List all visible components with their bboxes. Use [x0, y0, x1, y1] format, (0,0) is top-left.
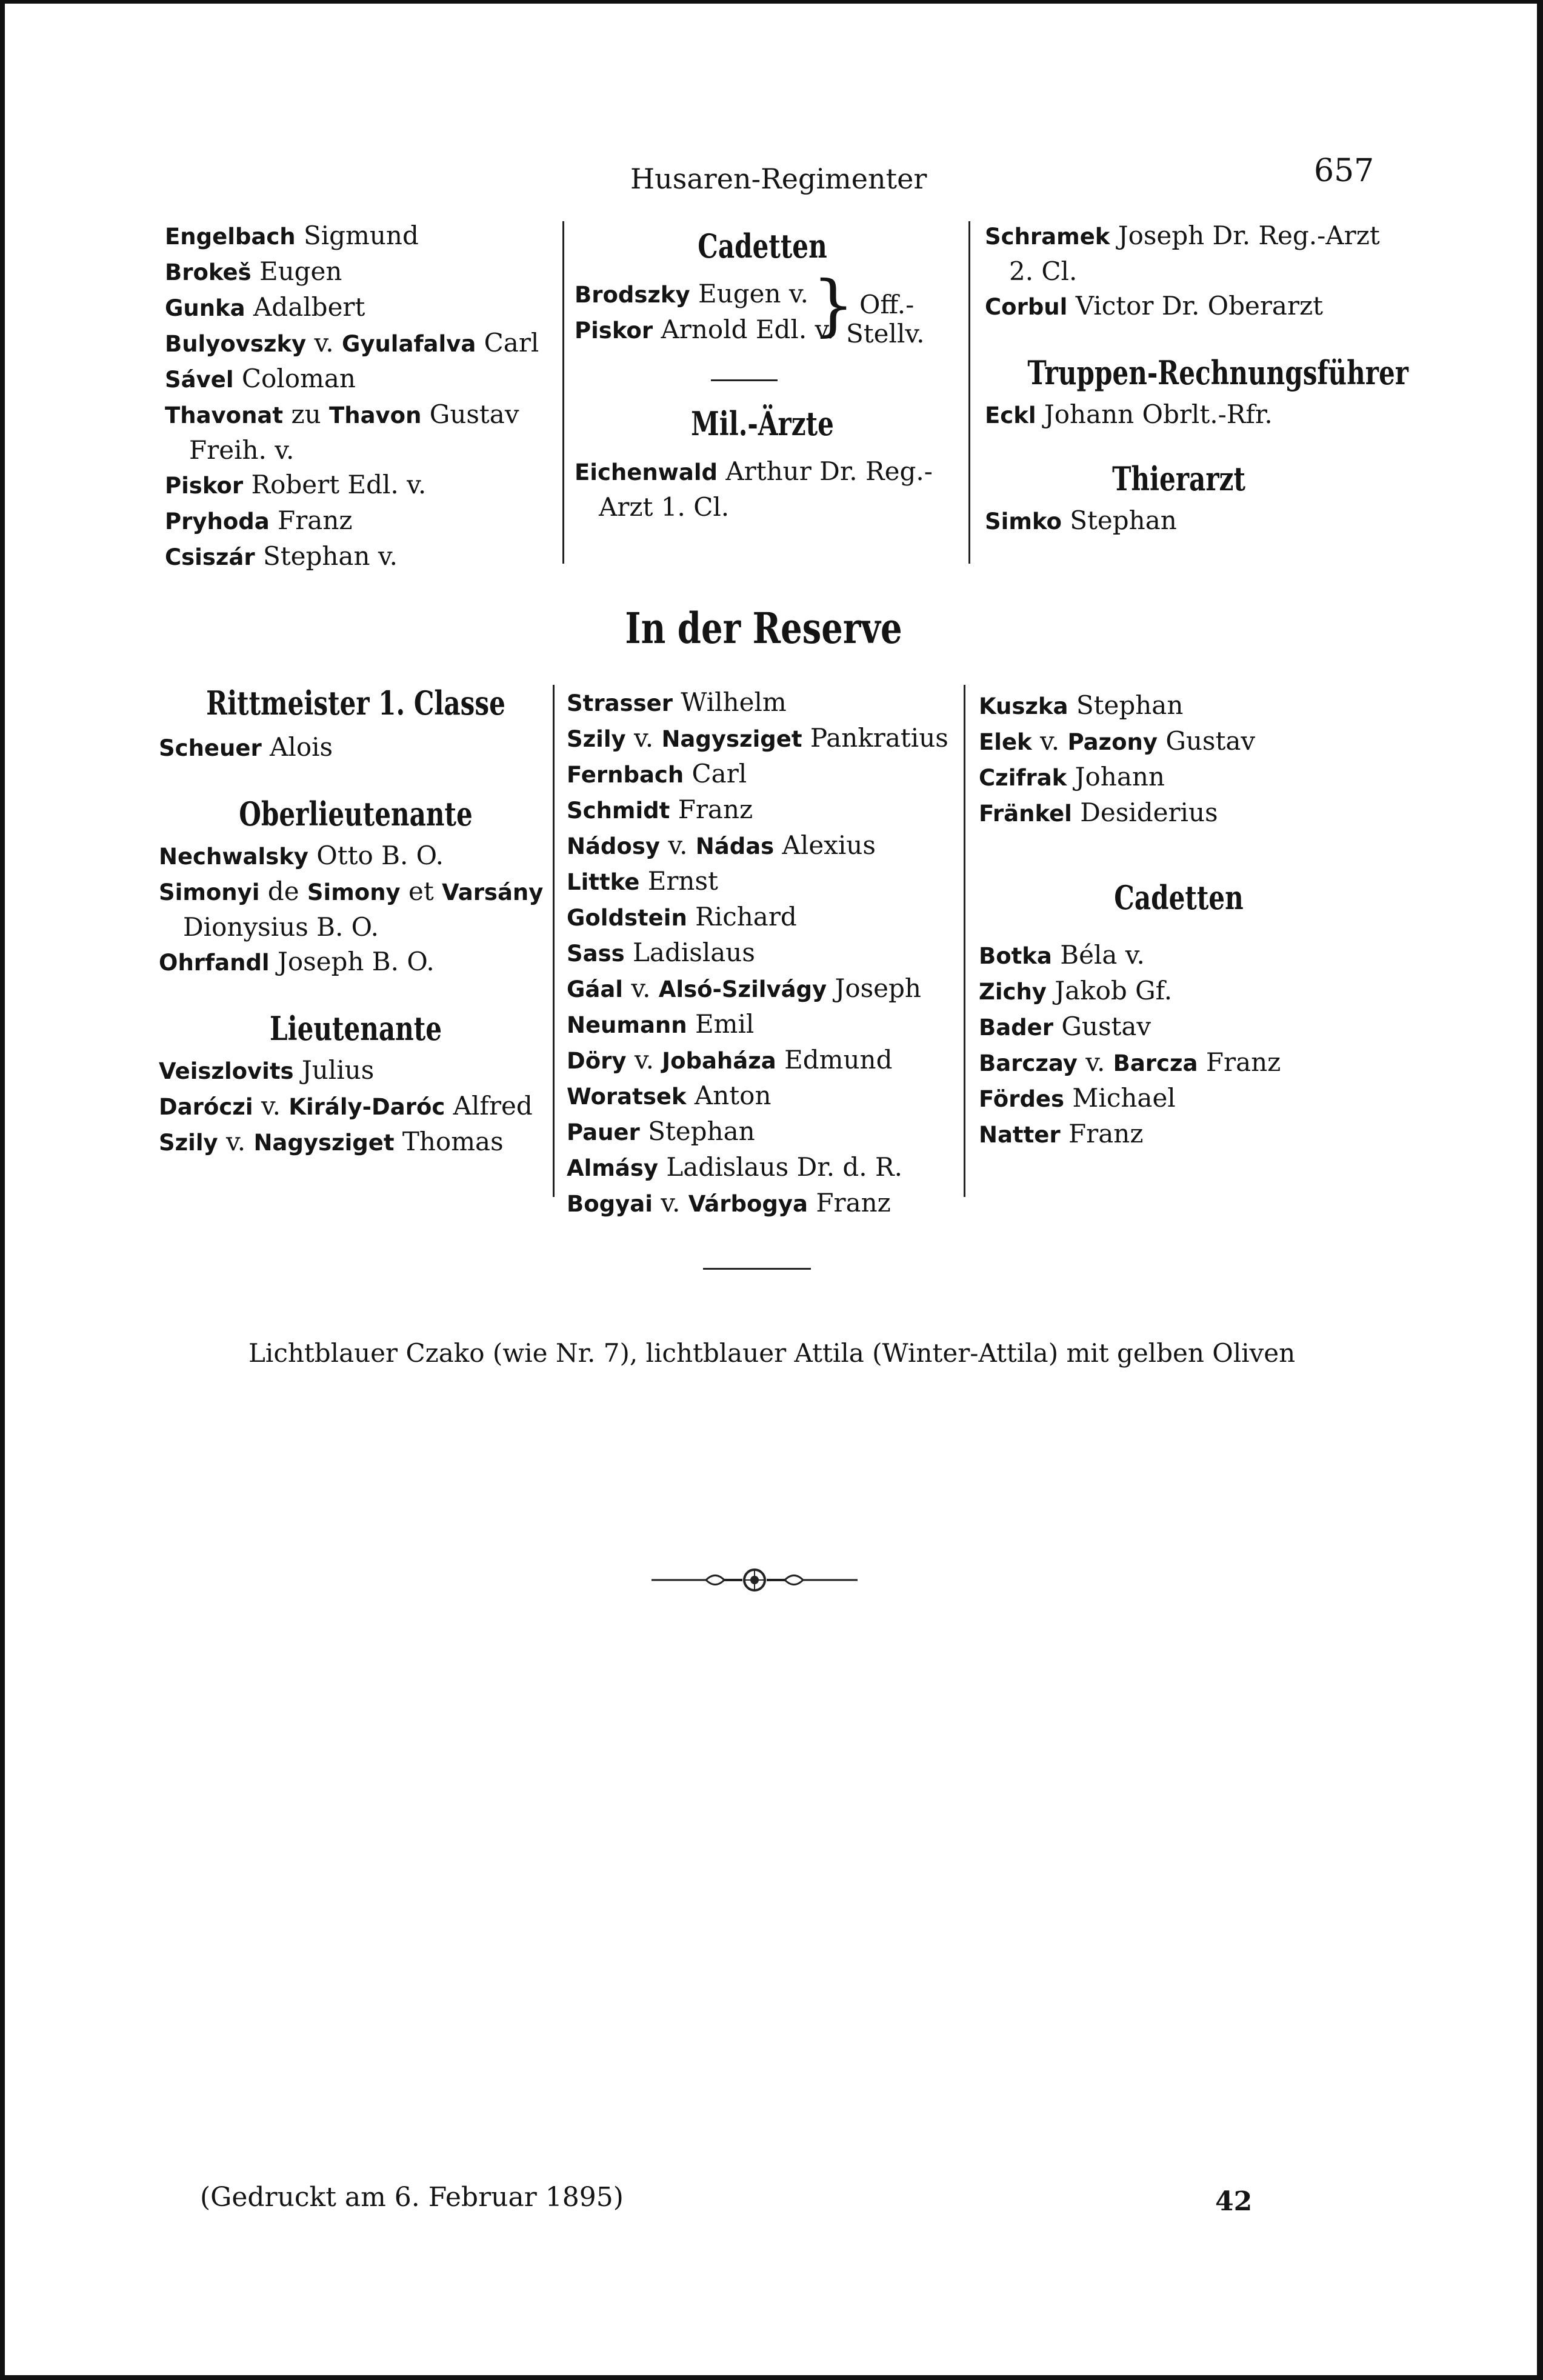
surname: Daróczi — [159, 1094, 253, 1120]
surname: Fränkel — [979, 801, 1072, 827]
cadetten-group — [575, 266, 950, 349]
print-date: (Gedruckt am 6. Februar 1895) — [200, 2182, 624, 2213]
given-name: Johann Obrlt.-Rfr. — [1036, 399, 1273, 429]
surname: Nagysziget — [253, 1130, 395, 1156]
list-item — [165, 361, 553, 397]
list-item — [159, 838, 553, 874]
thierarzt-heading: Thierarzt — [1112, 459, 1245, 498]
given-name: Anton — [686, 1081, 772, 1110]
surname: Gunka — [165, 295, 245, 321]
surname: Kuszka — [979, 693, 1068, 719]
list-item — [567, 1078, 955, 1114]
list-item: Freih. v. — [189, 435, 295, 465]
list-item — [165, 218, 553, 254]
given-name: v. — [625, 723, 662, 753]
list-item — [567, 1150, 955, 1185]
surname: Bogyai — [567, 1191, 653, 1217]
surname: Ohrfandl — [159, 950, 270, 976]
surname: Sass — [567, 941, 625, 967]
surname: Woratsek — [567, 1084, 687, 1110]
given-name: Franz — [1060, 1119, 1144, 1148]
surname: Varsány — [442, 879, 544, 905]
surname: Thavon — [328, 402, 422, 428]
reserve-right-cadetten-list — [979, 938, 1379, 1152]
particle: de — [259, 876, 307, 906]
particle: v. — [218, 1127, 254, 1156]
column-rule — [562, 221, 564, 564]
running-header: Husaren-Regimenter — [630, 162, 927, 195]
given-name: v. — [1077, 1047, 1113, 1077]
surname: Eckl — [985, 402, 1036, 428]
surname: Barcza — [1113, 1050, 1198, 1076]
page-edge-bottom — [0, 2375, 1543, 2380]
surname: Döry — [567, 1048, 627, 1074]
top-middle-column — [575, 218, 950, 524]
reserve-left-column — [159, 679, 553, 1160]
given-name: Stephan — [1068, 690, 1184, 720]
list-item — [985, 397, 1373, 433]
given-name: Michael — [1064, 1083, 1176, 1113]
given-name: v. — [626, 1045, 662, 1075]
reserve-right-list — [979, 688, 1379, 831]
given-name: Otto B. O. — [308, 841, 444, 870]
given-name: zu — [283, 399, 329, 429]
list-item — [165, 539, 553, 575]
uniform-note: Lichtblauer Czako (wie Nr. 7), lichtblauer Attila (Winter-Attila) mit gelben Oliven — [248, 1338, 1296, 1368]
surname: Fernbach — [567, 762, 684, 788]
list-item — [165, 325, 553, 361]
given-name: Coloman — [233, 364, 356, 393]
given-name: Béla v. — [1051, 940, 1145, 970]
surname: Nechwalsky — [159, 844, 308, 870]
ornament-icon — [652, 1565, 858, 1595]
page-number: 657 — [1314, 153, 1375, 189]
reserve-middle-column — [567, 685, 955, 1221]
given-name: Franz — [808, 1188, 891, 1218]
list-item — [979, 1116, 1379, 1152]
top-right-column — [985, 218, 1408, 539]
given-name: Desiderius — [1071, 798, 1218, 827]
surname: Brokeš — [165, 259, 252, 285]
list-item — [979, 1081, 1379, 1116]
surname: Almásy — [567, 1155, 658, 1181]
given-name: v. — [1031, 726, 1068, 756]
list-item: 2. Cl. — [1009, 256, 1078, 286]
oberlieutenante-heading: Oberlieutenante — [239, 795, 473, 833]
given-name: Arthur Dr. Reg.- — [717, 456, 933, 486]
given-name: Franz — [1198, 1047, 1281, 1077]
surname: Veiszlovits — [159, 1058, 294, 1084]
surname: Simony — [307, 879, 401, 905]
list-item — [159, 730, 553, 765]
surname: Piskor — [575, 318, 653, 344]
surname: Czifrak — [979, 765, 1067, 791]
given-name: Gustav — [1053, 1012, 1151, 1041]
given-name: v. — [659, 830, 696, 860]
surname: Natter — [979, 1122, 1061, 1148]
cadetten-reserve-heading: Cadetten — [1114, 878, 1244, 917]
given-name: Eugen v. — [690, 279, 808, 308]
particle: v. — [253, 1091, 289, 1121]
list-item — [159, 1053, 553, 1088]
given-name: Joseph — [827, 973, 921, 1003]
surname: Scheuer — [159, 735, 262, 761]
given-name: Ladislaus Dr. d. R. — [658, 1152, 902, 1182]
surname: Pryhoda — [165, 508, 270, 535]
list-item — [985, 288, 1373, 324]
list-item — [979, 795, 1379, 831]
given-name: Wilhelm — [672, 687, 787, 717]
surname: Botka — [979, 943, 1052, 969]
mil-aerzte-heading: Mil.-Ärzte — [691, 404, 834, 443]
list-item — [979, 724, 1379, 759]
given-name: Thomas — [394, 1127, 504, 1156]
cadetten-heading: Cadetten — [698, 227, 827, 265]
given-name: Joseph B. O. — [269, 947, 435, 976]
list-item — [159, 1088, 553, 1124]
given-name: Stephan — [639, 1116, 755, 1146]
given-name: Adalbert — [245, 292, 365, 322]
given-name: Julius — [293, 1055, 375, 1085]
given-name: Jakob Gf. — [1046, 976, 1173, 1005]
list-item — [165, 503, 553, 539]
given-name: Emil — [687, 1009, 755, 1039]
column-rule — [968, 221, 970, 564]
list-item — [567, 935, 955, 971]
surname: Goldstein — [567, 905, 687, 931]
surname: Corbul — [985, 294, 1068, 320]
list-item — [567, 971, 955, 1007]
given-name: Ernst — [639, 866, 718, 896]
given-name: Richard — [687, 902, 797, 932]
given-name: Gustav — [1157, 726, 1256, 756]
list-item — [575, 454, 950, 490]
surname: Jobaháza — [662, 1048, 776, 1074]
list-item — [979, 938, 1379, 973]
surname: Schramek — [985, 224, 1110, 250]
given-name: Victor Dr. Oberarzt — [1067, 291, 1324, 321]
list-item — [567, 864, 955, 899]
given-name: Carl — [684, 759, 747, 788]
lieutenante-heading: Lieutenante — [269, 1009, 442, 1048]
page-edge-top — [0, 0, 1543, 4]
surname: Pauer — [567, 1119, 640, 1145]
page-edge-left — [0, 0, 5, 2380]
reserve-heading: In der Reserve — [625, 603, 902, 653]
particle: et — [400, 876, 442, 906]
given-name: v. — [652, 1188, 688, 1218]
list-item: Arzt 1. Cl. — [599, 492, 730, 522]
surname: Thavonat — [165, 402, 284, 428]
given-name: Arnold Edl. v. — [653, 315, 835, 344]
given-name: Pankratius — [802, 723, 948, 753]
brace-label: Off.- — [859, 290, 915, 319]
surname: Szily — [567, 726, 626, 752]
surname: Schmidt — [567, 798, 670, 824]
surname: Bader — [979, 1015, 1053, 1041]
surname: Strasser — [567, 690, 673, 716]
brace-label: Stellv. — [846, 319, 925, 348]
surname: Elek — [979, 729, 1032, 755]
given-name: v. — [623, 973, 659, 1003]
top-left-column — [165, 218, 553, 575]
list-item — [979, 1009, 1379, 1045]
list-item — [165, 467, 553, 503]
list-item — [567, 1007, 955, 1042]
surname: Várbogya — [688, 1191, 808, 1217]
surname: Bulyovszky — [165, 331, 307, 357]
list-item — [165, 290, 553, 325]
given-name: Gustav — [421, 399, 519, 429]
list-item — [165, 397, 553, 433]
given-name: Eugen — [251, 256, 342, 286]
surname: Barczay — [979, 1050, 1078, 1076]
surname: Gyulafalva — [341, 331, 476, 357]
signature-number: 42 — [1215, 2186, 1253, 2217]
list-item — [159, 874, 553, 910]
given-name: Edmund — [776, 1045, 893, 1075]
list-item — [567, 792, 955, 828]
given-name: Carl — [476, 328, 539, 358]
right-brace-icon: } — [812, 266, 855, 344]
surname: Sável — [165, 367, 234, 393]
surname: Simonyi — [159, 879, 260, 905]
given-name: Stephan — [1061, 505, 1177, 535]
list-item — [567, 721, 955, 756]
given-name: Joseph Dr. Reg.-Arzt — [1110, 221, 1380, 250]
list-item — [979, 688, 1379, 724]
list-item — [979, 1045, 1379, 1081]
reserve-right-column — [979, 688, 1379, 1152]
truppen-rechnungsfuehrer-heading: Truppen-Rechnungsführer — [1027, 353, 1408, 392]
surname: Engelbach — [165, 224, 296, 250]
given-name: v. — [306, 328, 342, 358]
surname: Fördes — [979, 1086, 1065, 1112]
surname: Simko — [985, 508, 1062, 535]
surname: Littke — [567, 869, 640, 895]
list-item — [165, 254, 553, 290]
given-name: Ladislaus — [624, 938, 755, 967]
given-name: Sigmund — [295, 221, 419, 250]
list-item — [567, 1114, 955, 1150]
list-item — [979, 759, 1379, 795]
given-name: Stephan v. — [255, 541, 398, 571]
list-item — [567, 828, 955, 864]
surname: Alsó-Szilvágy — [658, 976, 827, 1002]
given-name: Alexius — [774, 830, 876, 860]
surname: Nagysziget — [661, 726, 802, 752]
surname: Piskor — [165, 473, 244, 499]
list-item: Dionysius B. O. — [183, 912, 379, 942]
surname: Eichenwald — [575, 459, 718, 485]
list-item — [567, 1185, 955, 1221]
surname: Csiszár — [165, 544, 255, 570]
column-rule — [964, 685, 965, 1197]
list-item — [567, 899, 955, 935]
column-rule — [553, 685, 555, 1197]
surname: Zichy — [979, 979, 1047, 1005]
separator-rule — [703, 1268, 811, 1270]
list-item — [985, 218, 1380, 254]
given-name: Alfred — [445, 1091, 533, 1121]
given-name: Alois — [261, 732, 333, 762]
given-name: Franz — [269, 505, 353, 535]
list-item — [567, 1042, 955, 1078]
list-item — [159, 1124, 553, 1160]
page-edge-right — [1537, 0, 1543, 2380]
list-item — [979, 973, 1379, 1009]
given-name: Franz — [670, 795, 753, 824]
list-item — [159, 944, 553, 980]
surname: Szily — [159, 1130, 218, 1156]
surname: Neumann — [567, 1012, 687, 1038]
list-item — [985, 503, 1373, 539]
separator-rule — [711, 379, 778, 381]
list-item — [567, 756, 955, 792]
surname: Nádas — [695, 833, 775, 859]
given-name: Johann — [1067, 762, 1165, 792]
surname: Brodszky — [575, 282, 690, 308]
list-item — [567, 685, 955, 721]
surname: Pazony — [1067, 729, 1158, 755]
surname: Nádosy — [567, 833, 660, 859]
given-name: Robert Edl. v. — [243, 470, 427, 499]
surname: Király-Daróc — [288, 1094, 445, 1120]
surname: Gáal — [567, 976, 623, 1002]
rittmeister-heading: Rittmeister 1. Classe — [206, 684, 505, 722]
